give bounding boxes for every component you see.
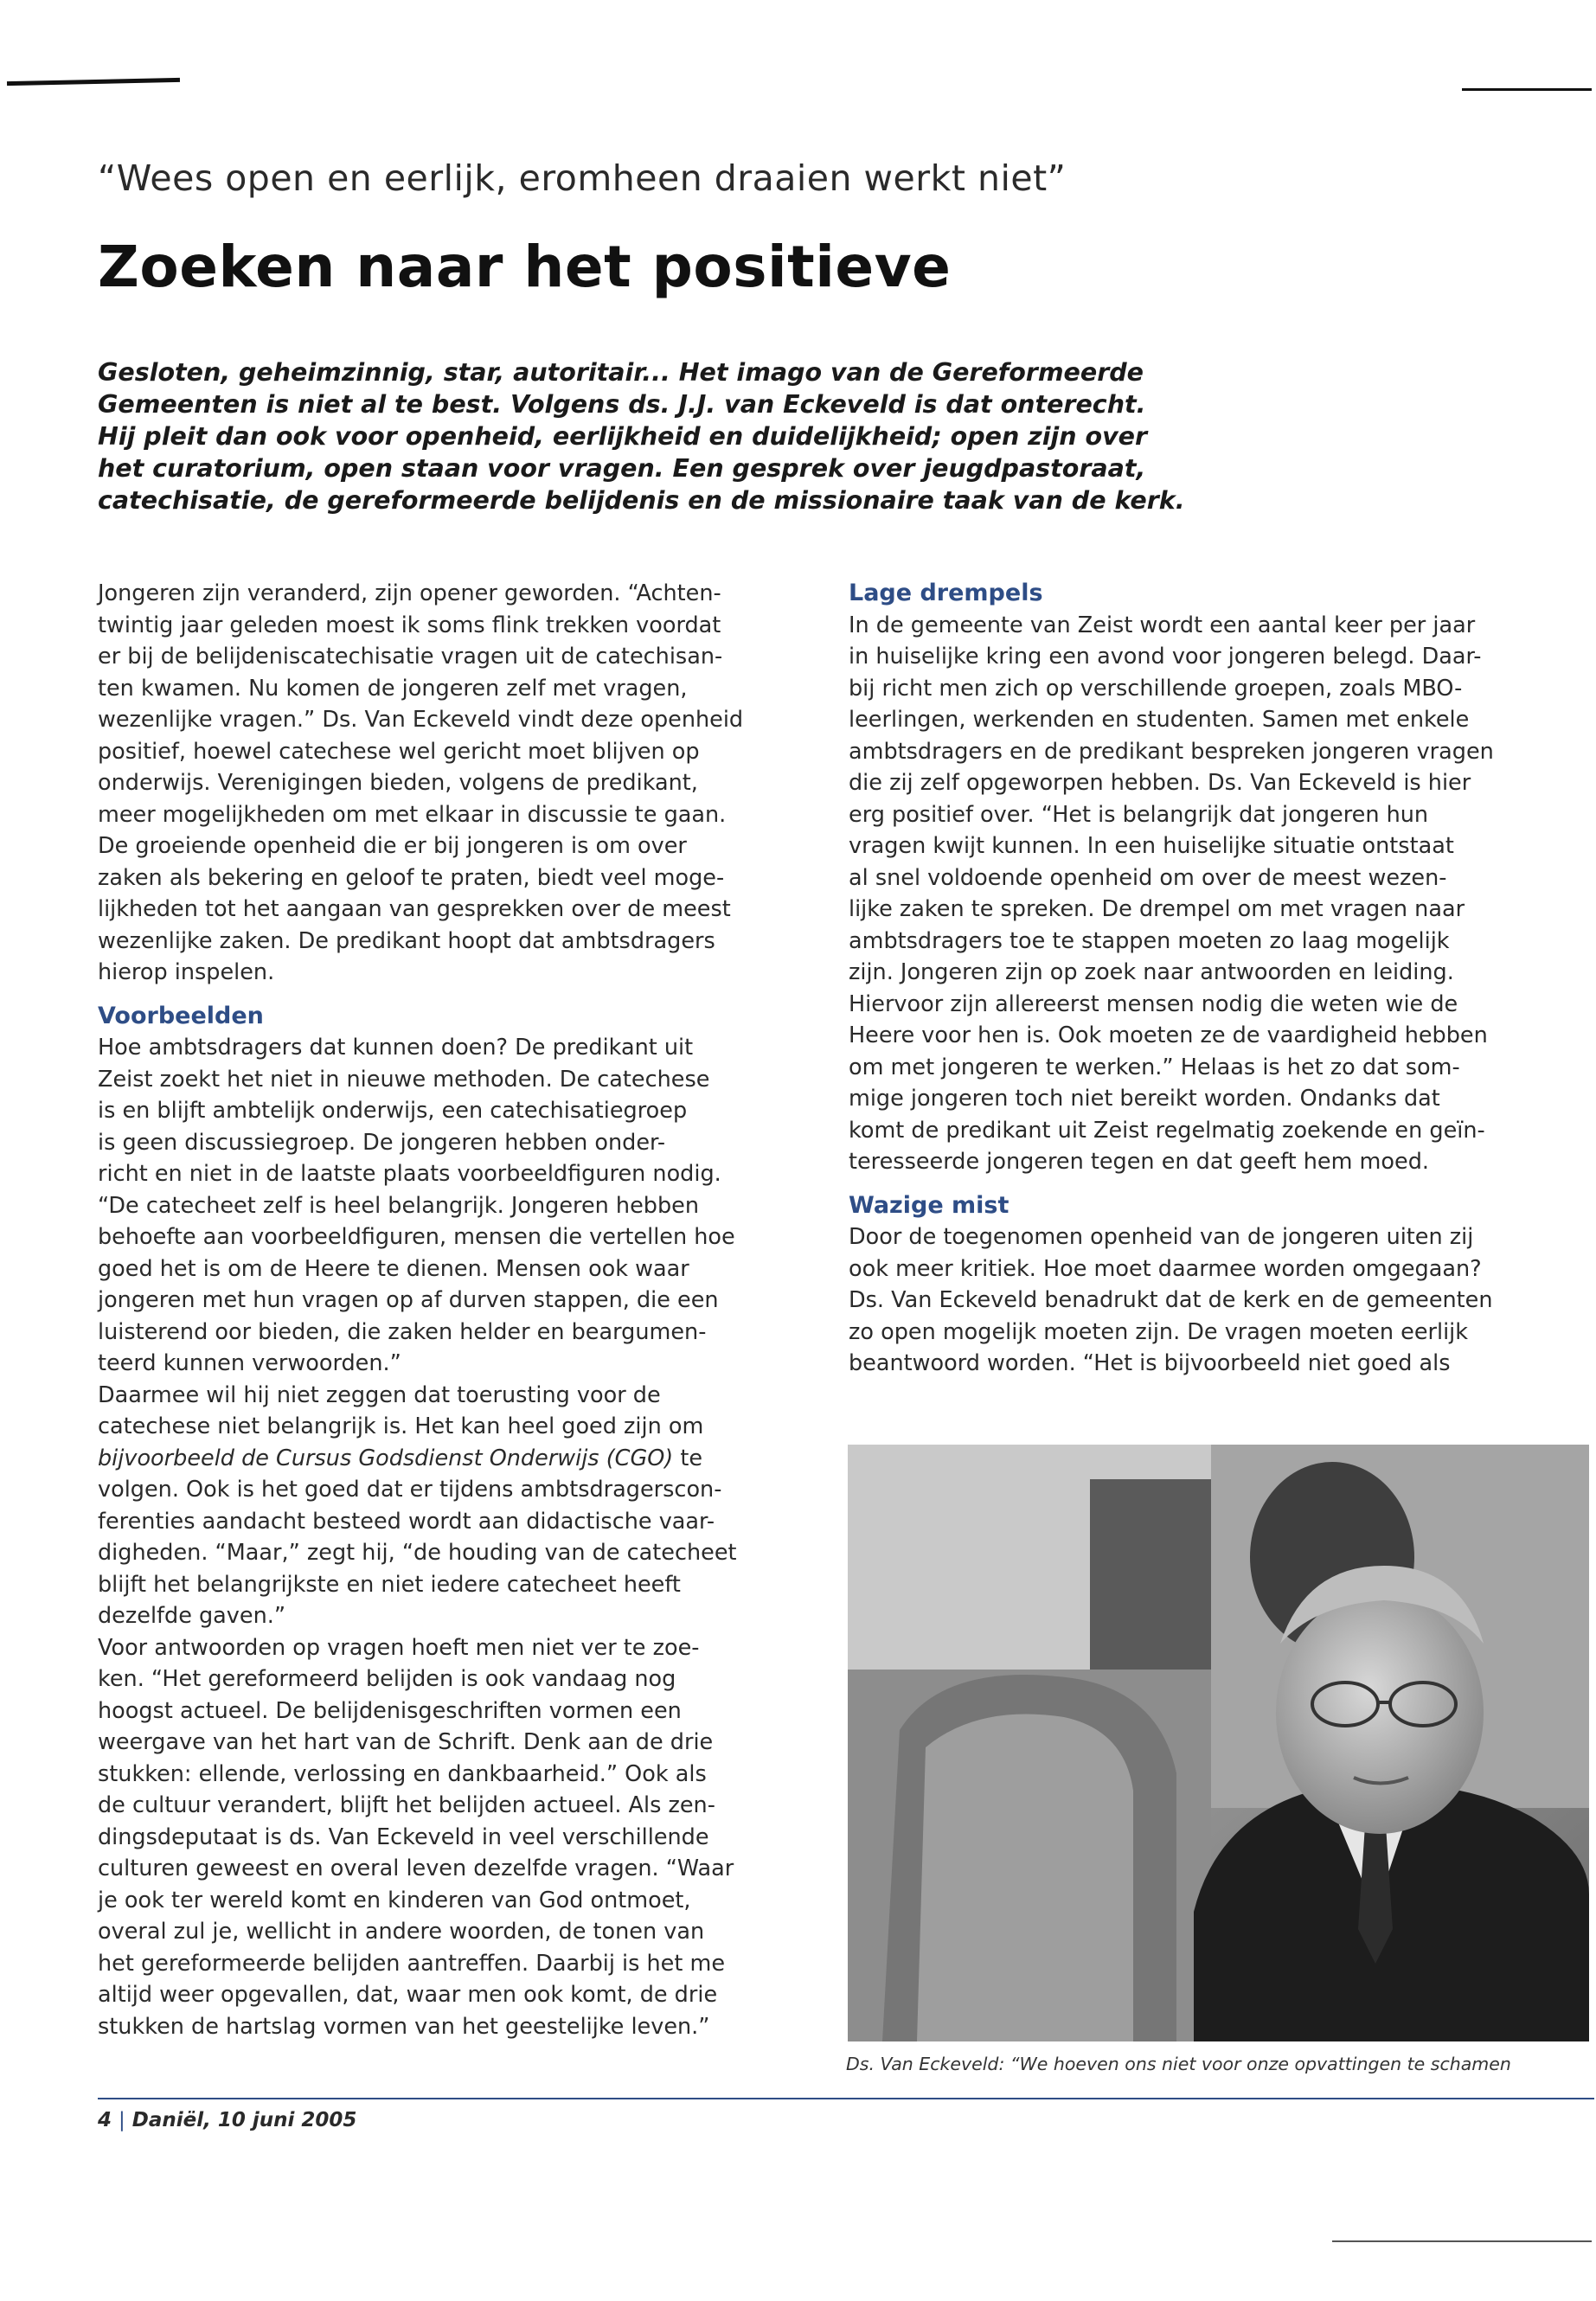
paragraph-line: digheden. “Maar,” zegt hij, “de houding van de catecheet [98,1540,737,1566]
paragraph-line: beantwoord worden. “Het is bijvoorbeeld niet goed als [849,1350,1451,1376]
paragraph-line: dingsdeputaat is ds. Van Eckeveld in veel verschillende [98,1823,709,1850]
paragraph-line: de cultuur verandert, blijft het belijden actueel. Als zen- [98,1792,715,1818]
paragraph-line: Ds. Van Eckeveld benadrukt dat de kerk en de gemeenten [849,1287,1493,1313]
paragraph-line-cgo [98,1443,807,1475]
paragraph-line: is en blijft ambtelijk onderwijs, een catechisatiegroep [98,1098,688,1124]
article-intro [98,356,1185,516]
paragraph-line: ook meer kritiek. Hoe moet daarmee worden omgegaan? [849,1255,1482,1282]
paragraph-line: die zij zelf opgeworpen hebben. Ds. Van Eckeveld is hier [849,770,1471,796]
paragraph-line: vragen kwijt kunnen. In een huiselijke situatie ontstaat [849,833,1454,859]
paragraph-line: jongeren met hun vragen op af durven stappen, die een [98,1287,719,1313]
paragraph-line: om met jongeren te werken.” Helaas is het zo dat som- [849,1054,1460,1080]
intro-line: Hij pleit dan ook voor openheid, eerlijkheid en duidelijkheid; open zijn over [98,422,1148,451]
paragraph-line: richt en niet in de laatste plaats voorbeeldfiguren nodig. [98,1161,721,1187]
paragraph-line: positief, hoewel catechese wel gericht moet blijven op [98,738,700,765]
portrait-illustration [848,1445,1589,2041]
paragraph-line: culturen geweest en overal leven dezelfde vragen. “Waar [98,1856,734,1881]
paragraph-line: zaken als bekering en geloof te praten, biedt veel moge- [98,864,725,891]
paragraph-line: altijd weer opgevallen, dat, waar men ook komt, de drie [98,1982,718,2008]
paragraph-line: catechese niet belangrijk is. Het kan heel goed zijn om [98,1413,704,1439]
paragraph-line: hoogst actueel. De belijdenisgeschriften vormen een [98,1697,682,1724]
paragraph-line: ambtsdragers toe te stappen moeten zo laag mogelijk [849,927,1450,954]
paragraph-line: ambtsdragers en de predikant bespreken jongeren vragen [849,738,1494,765]
paragraph-line: “De catecheet zelf is heel belangrijk. Jongeren hebben [98,1192,699,1219]
paragraph-line: ten kwamen. Nu komen de jongeren zelf met vragen, [98,675,688,702]
paragraph-belijden [98,1474,807,2042]
paragraph-line: zijn. Jongeren zijn op zoek naar antwoorden en leiding. [849,959,1454,985]
paragraph-line: stukken: ellende, verlossing en dankbaarheid.” Ook als [98,1760,707,1787]
paragraph-line: goed het is om de Heere te dienen. Mensen ook waar [98,1255,689,1282]
scan-edge-top-right [1462,88,1592,91]
paragraph-line: bij richt men zich op verschillende groepen, zoals MBO- [849,675,1463,702]
paragraph-voorbeelden [98,1032,807,1443]
article-kicker: “Wees open en eerlijk, eromheen draaien werkt niet” [98,157,1067,199]
paragraph-line: teerd kunnen verwoorden.” [98,1350,401,1376]
paragraph-line: ken. “Het gereformeerd belijden is ook vandaag nog [98,1666,676,1692]
scan-edge-bottom-right [1332,2240,1592,2242]
paragraph-line: weergave van het hart van de Schrift. Denk aan de drie [98,1729,714,1755]
paragraph-line: Hoe ambtsdragers dat kunnen doen? De predikant uit [98,1035,694,1061]
intro-line: Gemeenten is niet al te best. Volgens ds. J.J. van Eckeveld is dat onterecht. [98,390,1146,419]
page-number: 4 [98,2109,112,2131]
paragraph-line: onderwijs. Verenigingen bieden, volgens de predikant, [98,770,698,796]
paragraph-line: blijft het belangrijkste en niet iedere catecheet heeft [98,1571,681,1598]
paragraph-intro-openheid [98,578,807,989]
paragraph-line: stukken de hartslag vormen van het geestelijke leven.” [98,2013,710,2040]
subheading-lage-drempels: Lage drempels [849,580,1043,606]
paragraph-line: er bij de belijdeniscatechisatie vragen uit de catechisan- [98,644,723,670]
paragraph-line: ferenties aandacht besteed wordt aan didactische vaar- [98,1508,715,1535]
paragraph-line: De groeiende openheid die er bij jongeren is om over [98,833,687,859]
article-headline: Zoeken naar het positieve [98,234,952,300]
paragraph-wazige-mist [849,1221,1558,1380]
intro-line: Gesloten, geheimzinnig, star, autoritair... Het imago van de Gereformeerde [98,358,1144,387]
paragraph-line: hierop inspelen. [98,959,275,985]
text-bijvoorbeeld: bijvoorbeeld [98,1445,234,1471]
paragraph-line: Heere voor hen is. Ook moeten ze de vaardigheid hebben [849,1022,1488,1048]
paragraph-line: luisterend oor bieden, die zaken helder en beargumen- [98,1318,707,1345]
text-te: te [673,1445,703,1471]
paragraph-line: Voor antwoorden op vragen hoeft men niet ver te zoe- [98,1634,700,1661]
paragraph-line: lijkheden tot het aangaan van gesprekken over de meest [98,896,731,922]
paragraph-line: komt de predikant uit Zeist regelmatig zoekende en geïn- [849,1117,1485,1144]
paragraph-line: wezenlijke zaken. De predikant hoopt dat ambtsdragers [98,927,715,954]
paragraph-line: In de gemeente van Zeist wordt een aantal keer per jaar [849,612,1476,638]
paragraph-line: teresseerde jongeren tegen en dat geeft hem moed. [849,1149,1429,1175]
paragraph-line: is geen discussiegroep. De jongeren hebben onder- [98,1129,666,1156]
paragraph-line: in huiselijke kring een avond voor jongeren belegd. Daar- [849,644,1482,670]
paragraph-line: dezelfde gaven.” [98,1603,286,1629]
publication-date: Daniël, 10 juni 2005 [131,2109,357,2131]
footer-separator: | [119,2109,125,2131]
paragraph-line: het gereformeerde belijden aantreffen. Daarbij is het me [98,1950,726,1977]
paragraph-line: al snel voldoende openheid om over de meest wezen- [849,864,1447,891]
subheading-wazige-mist: Wazige mist [849,1191,1010,1219]
paragraph-line: Daarmee wil hij niet zeggen dat toerusting voor de [98,1381,661,1408]
paragraph-line: twintig jaar geleden moest ik soms flink trekken voordat [98,612,721,638]
paragraph-line: mige jongeren toch niet bereikt worden. Ondanks dat [849,1086,1440,1112]
footer-rule [98,2098,1594,2099]
paragraph-line: overal zul je, wellicht in andere woorden, de tonen van [98,1919,705,1945]
paragraph-line: je ook ter wereld komt en kinderen van God ontmoet, [98,1887,691,1913]
paragraph-line: erg positief over. “Het is belangrijk dat jongeren hun [849,801,1429,828]
intro-line: het curatorium, open staan voor vragen. Een gesprek over jeugdpastoraat, [98,454,1146,483]
portrait-photo [848,1445,1589,2041]
scan-edge-top-left [7,78,180,86]
paragraph-line: Door de toegenomen openheid van de jongeren uiten zij [849,1224,1474,1250]
photo-caption: Ds. Van Eckeveld: “We hoeven ons niet voor onze opvattingen te schamen [846,2054,1511,2074]
paragraph-line: leerlingen, werkenden en studenten. Samen met enkele [849,707,1470,733]
paragraph-line: zo open mogelijk moeten zijn. De vragen moeten eerlijk [849,1318,1469,1345]
paragraph-line: meer mogelijkheden om met elkaar in discussie te gaan. [98,801,727,828]
paragraph-lage-drempels [849,610,1558,1178]
text-cursus-cgo: de Cursus Godsdienst Onderwijs (CGO) [241,1445,674,1471]
paragraph-line: Hiervoor zijn allereerst mensen nodig die weten wie de [849,990,1458,1017]
right-column [849,578,1558,1380]
subheading-voorbeelden: Voorbeelden [98,1002,264,1029]
page-footer [98,2109,356,2131]
paragraph-line: lijke zaken te spreken. De drempel om met vragen naar [849,896,1465,922]
intro-line: catechisatie, de gereformeerde belijdenis en de missionaire taak van de kerk. [98,486,1185,515]
paragraph-line: Zeist zoekt het niet in nieuwe methoden. De catechese [98,1066,710,1093]
paragraph-line: behoefte aan voorbeeldfiguren, mensen die vertellen hoe [98,1224,735,1250]
paragraph-line: volgen. Ook is het goed dat er tijdens ambtsdragerscon- [98,1477,722,1503]
paragraph-line: wezenlijke vragen.” Ds. Van Eckeveld vindt deze openheid [98,707,744,733]
paragraph-line: Jongeren zijn veranderd, zijn opener geworden. “Achten- [98,580,721,606]
left-column [98,578,807,2042]
